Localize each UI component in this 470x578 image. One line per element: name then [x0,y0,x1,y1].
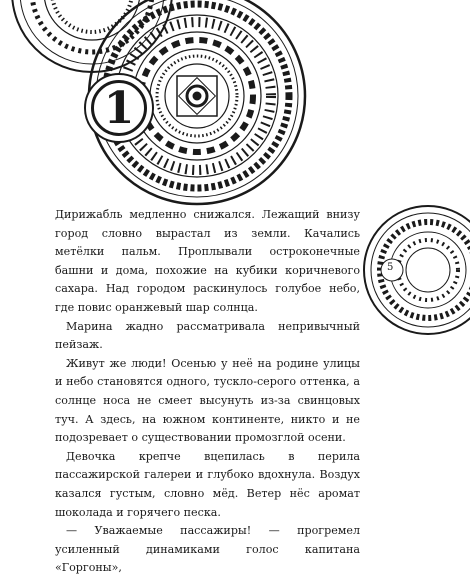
paragraph: Девочка крепче вцепилась в перила пассажирской галереи и глубоко вдохнула. Воздух казался густым, словно мёд. Ветер нёс аромат шоколада и горячего песка. [55,449,360,519]
top-left-stone-icon [12,0,172,72]
chapter-number-badge [84,73,154,143]
chapter-number: 1 [103,83,135,134]
right-edge-stone-icon [364,206,470,334]
paragraph: Марина жадно рассматривала непривычный пейзаж. [55,319,360,352]
paragraph: Живут же люди! Осенью у неё на родине улицы и небо становятся одного, тускло-серого оттенка, а солнце носа не смеет высунуть из-за свинцовых туч. А здесь, на южном континенте, никто и не подозревает о существовании промозглой осени. [55,356,360,445]
paragraph: — Уважаемые пассажиры! — прогремел усиленный динамиками голос капитана «Горгоны», [55,524,360,575]
body-text [55,206,360,578]
page-number: 5 [387,262,394,273]
paragraph: Дирижабль медленно снижался. Лежащий внизу город словно вырастал из земли. Качались метёлки пальм. Проплывали остроконечные башни и дома, похожие на кубики коричневого сахара. Над городом раскинулось голубое небо, где повис оранжевый шар солнца. [55,208,360,314]
